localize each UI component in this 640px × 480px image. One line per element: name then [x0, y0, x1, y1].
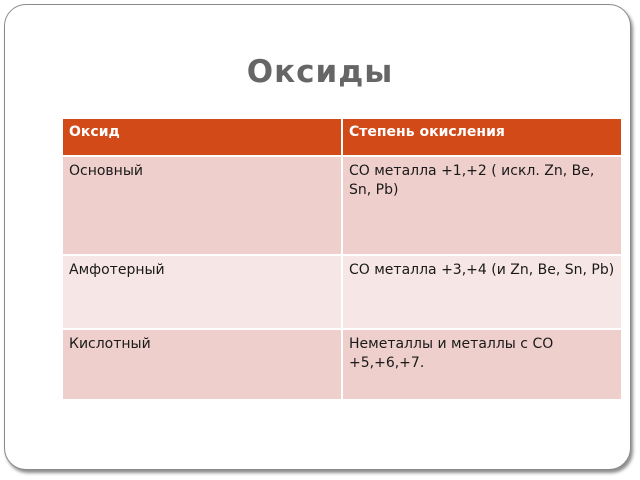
table-row [63, 329, 621, 399]
slide-title: Оксиды [246, 54, 394, 90]
cell-oxide-type: Основный [63, 156, 342, 255]
cell-oxidation-state: СО металла +1,+2 ( искл. Zn, Be, Sn, Pb) [342, 156, 621, 255]
cell-oxide-type: Амфотерный [63, 255, 342, 329]
oxide-table [63, 119, 621, 399]
table-row [63, 255, 621, 329]
table-row [63, 156, 621, 255]
header-oxide: Оксид [63, 119, 342, 156]
table-header-row [63, 119, 621, 156]
cell-oxidation-state: Неметаллы и металлы с СО +5,+6,+7. [342, 329, 621, 399]
cell-oxidation-state: СО металла +3,+4 (и Zn, Be, Sn, Pb) [342, 255, 621, 329]
header-oxidation-state: Степень окисления [342, 119, 621, 156]
cell-oxide-type: Кислотный [63, 329, 342, 399]
